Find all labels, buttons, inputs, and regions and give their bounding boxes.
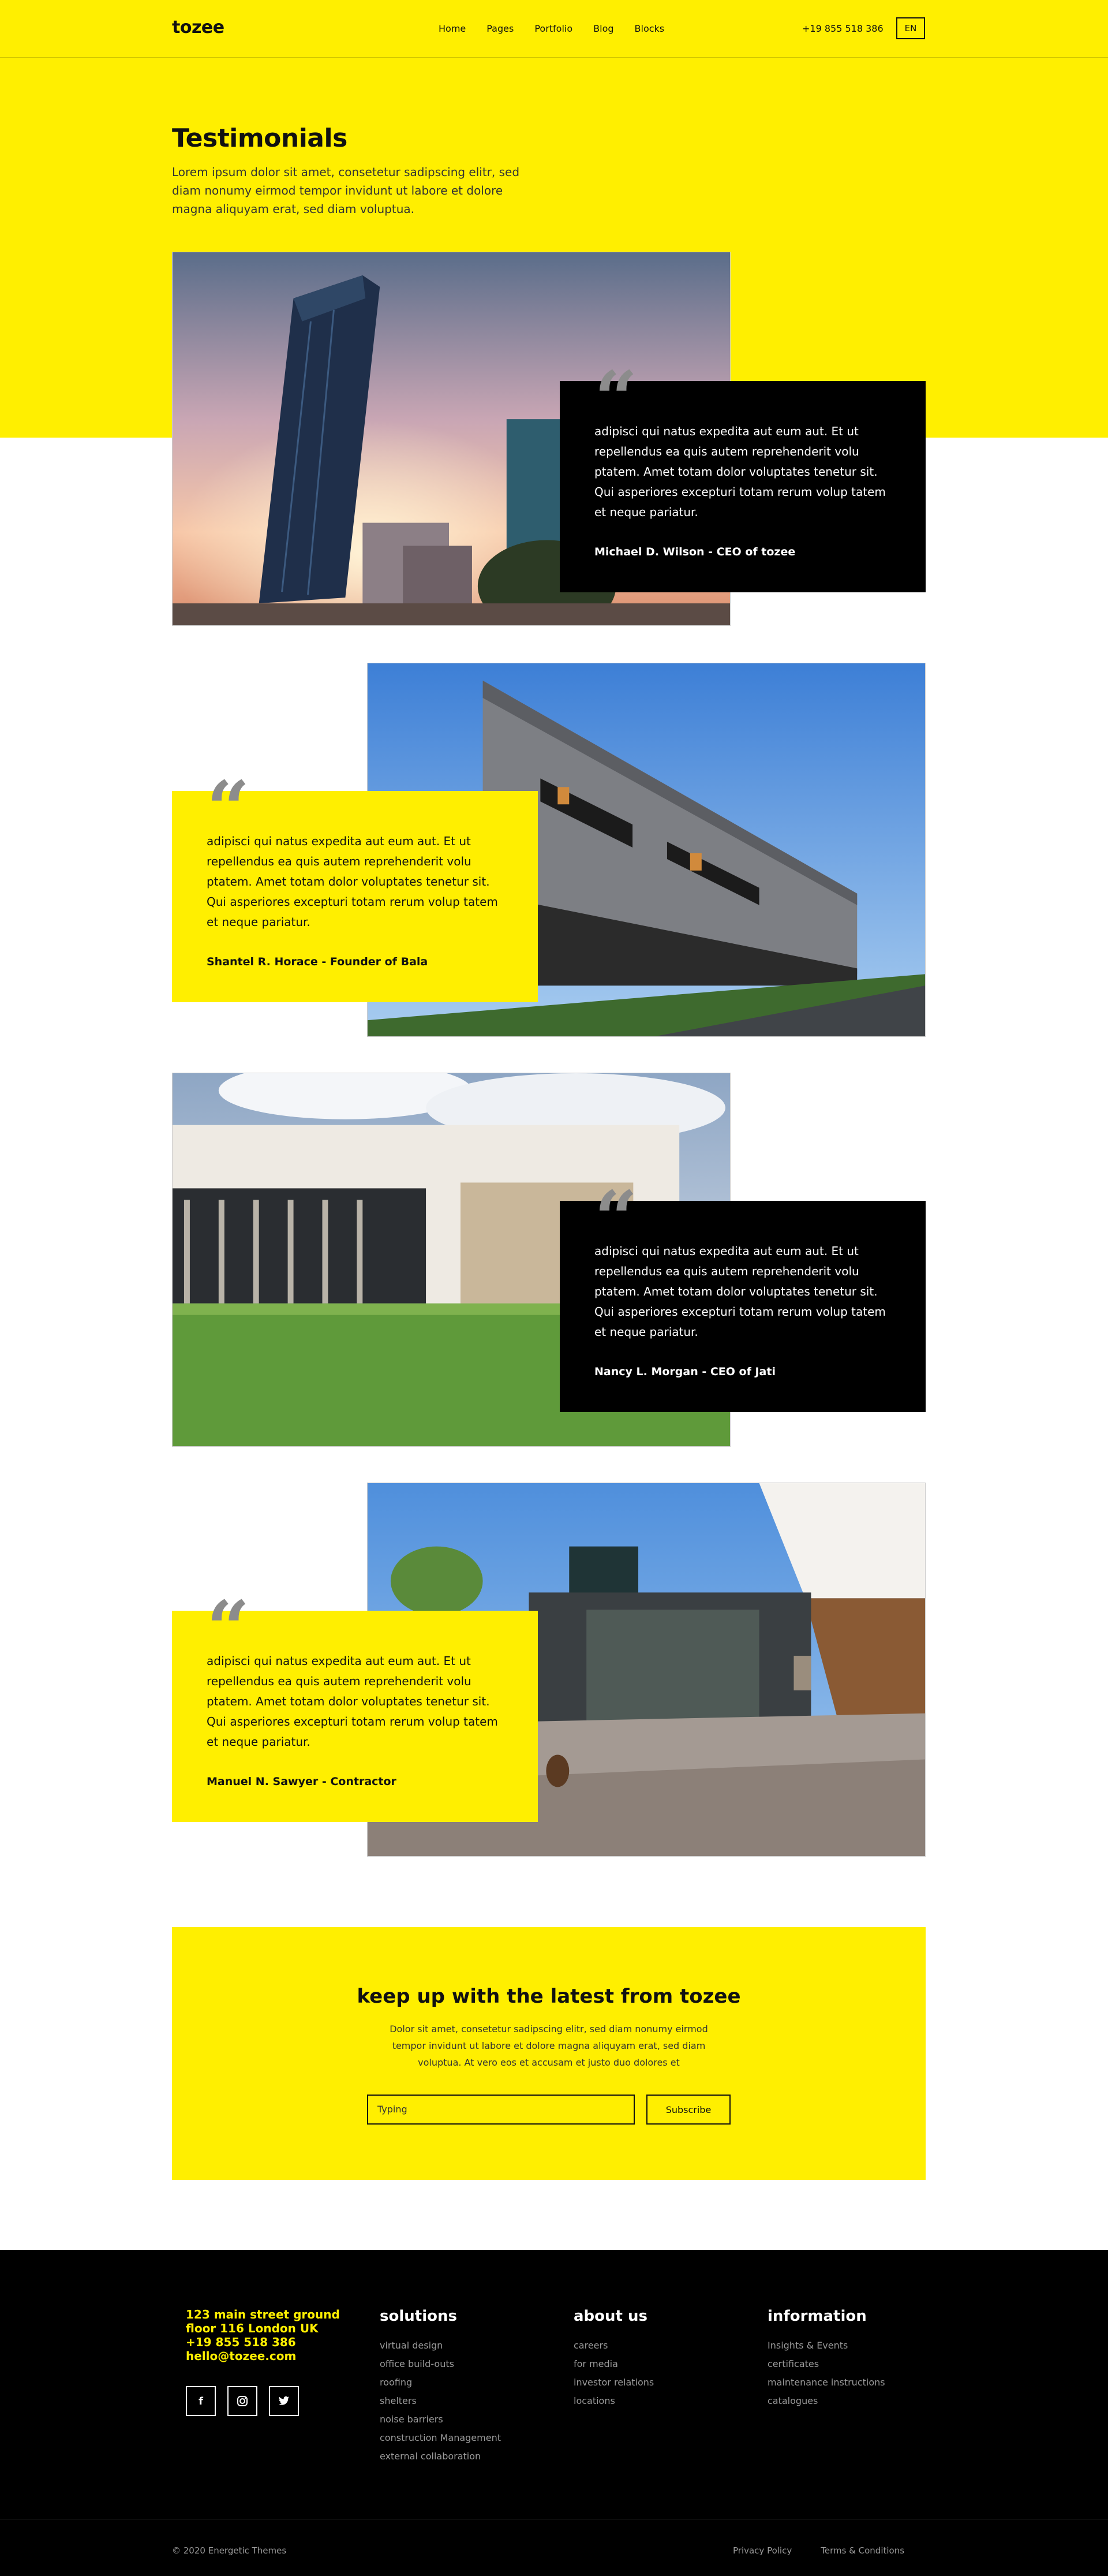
page-title: Testimonials — [172, 124, 347, 153]
copyright: © 2020 Energetic Themes — [172, 2545, 287, 2556]
footer-link[interactable]: for media — [574, 2358, 618, 2369]
footer-link[interactable]: investor relations — [574, 2377, 654, 2388]
testimonial-card-1 — [560, 361, 926, 592]
footer-phone[interactable]: +19 855 518 386 — [186, 2335, 296, 2349]
footer-link[interactable]: Insights & Events — [768, 2340, 848, 2351]
footer-column-title: information — [768, 2308, 867, 2325]
quote-icon: “ — [594, 361, 638, 413]
footer-column-title: solutions — [380, 2308, 457, 2325]
twitter-icon[interactable] — [269, 2386, 299, 2416]
header-phone[interactable]: +19 855 518 386 — [802, 23, 884, 34]
social-links — [186, 2386, 299, 2416]
footer-column-solutions — [380, 2308, 501, 2466]
footer-column-about-us — [574, 2308, 654, 2410]
menu-item-blocks[interactable]: Blocks — [634, 23, 665, 34]
testimonial-author: Shantel R. Horace - Founder of Bala — [207, 955, 428, 968]
address-line: floor 116 London UK — [186, 2321, 319, 2335]
footer-address — [186, 2308, 340, 2363]
footer-link[interactable]: catalogues — [768, 2395, 818, 2406]
language-switcher[interactable]: EN — [896, 17, 925, 39]
testimonial-card-4 — [172, 1591, 538, 1822]
address-line: 123 main street ground — [186, 2308, 340, 2321]
footer-link[interactable]: certificates — [768, 2358, 819, 2369]
footer-email[interactable]: hello@tozee.com — [186, 2349, 297, 2363]
testimonial-author: Manuel N. Sawyer - Contractor — [207, 1775, 396, 1788]
testimonial-text: adipisci qui natus expedita aut eum aut. Et ut repellendus ea quis autem reprehenderit volu ptatem. Amet totam dolor voluptates tenetur sit. Qui asperiores excepturi totam rerum volup tatem et neque pariatur. — [207, 834, 498, 929]
footer-column-title: about us — [574, 2308, 647, 2325]
footer-link[interactable]: locations — [574, 2395, 615, 2406]
footer-link[interactable]: roofing — [380, 2377, 413, 2388]
footer-link[interactable]: external collaboration — [380, 2451, 481, 2462]
footer-link[interactable]: office build-outs — [380, 2358, 454, 2369]
privacy-policy-link[interactable]: Privacy Policy — [733, 2545, 792, 2556]
quote-icon: “ — [207, 1591, 250, 1643]
instagram-icon[interactable] — [227, 2386, 257, 2416]
menu-item-pages[interactable]: Pages — [486, 23, 514, 34]
footer-link[interactable]: virtual design — [380, 2340, 443, 2351]
testimonial-text: adipisci qui natus expedita aut eum aut. Et ut repellendus ea quis autem reprehenderit volu ptatem. Amet totam dolor voluptates tenetur sit. Qui asperiores excepturi totam rerum volup tatem et neque pariatur. — [207, 1654, 498, 1749]
newsletter-section — [172, 1927, 926, 2180]
newsletter-text: Dolor sit amet, consetetur sadipscing elitr, sed diam nonumy eirmod tempor invidunt ut labore et dolore magna aliquyam erat, sed diam voluptua. At vero eos et accusam et justo duo dolores et — [390, 2024, 708, 2068]
footer-link[interactable]: careers — [574, 2340, 608, 2351]
menu-item-portfolio[interactable]: Portfolio — [534, 23, 573, 34]
logo[interactable]: tozee — [172, 17, 224, 38]
testimonial-author: Nancy L. Morgan - CEO of Jati — [594, 1365, 776, 1378]
terms-link[interactable]: Terms & Conditions — [821, 2545, 905, 2556]
testimonial-text: adipisci qui natus expedita aut eum aut. Et ut repellendus ea quis autem reprehenderit volu ptatem. Amet totam dolor voluptates tenetur sit. Qui asperiores excepturi totam rerum volup tatem et neque pariatur. — [594, 424, 886, 519]
footer-link[interactable]: noise barriers — [380, 2414, 443, 2425]
newsletter-title: keep up with the latest from tozee — [357, 1985, 741, 2008]
menu-item-home[interactable]: Home — [439, 23, 466, 34]
newsletter-email-input[interactable]: Typing — [367, 2095, 635, 2125]
quote-icon: “ — [207, 771, 250, 823]
testimonial-author: Michael D. Wilson - CEO of tozee — [594, 546, 796, 558]
testimonial-card-2 — [172, 771, 538, 1002]
footer-column-information — [768, 2308, 885, 2410]
testimonial-card-3 — [560, 1181, 926, 1412]
menu-item-blog[interactable]: Blog — [593, 23, 614, 34]
footer-link[interactable]: shelters — [380, 2395, 417, 2406]
facebook-icon[interactable]: f — [186, 2386, 216, 2416]
main-menu — [439, 23, 685, 34]
footer — [0, 2250, 1108, 2576]
legal-links — [733, 2545, 904, 2556]
quote-icon: “ — [594, 1181, 638, 1233]
intro-text: Lorem ipsum dolor sit amet, consetetur sadipscing elitr, sed diam nonumy eirmod tempor invidunt ut labore et dolore magna aliquyam erat, sed diam voluptua. — [172, 165, 520, 216]
top-navigation — [0, 0, 1108, 58]
footer-link[interactable]: maintenance instructions — [768, 2377, 885, 2388]
subscribe-button[interactable]: Subscribe — [646, 2095, 731, 2125]
testimonial-text: adipisci qui natus expedita aut eum aut. Et ut repellendus ea quis autem reprehenderit volu ptatem. Amet totam dolor voluptates tenetur sit. Qui asperiores excepturi totam rerum volup tatem et neque pariatur. — [594, 1244, 886, 1339]
footer-link[interactable]: construction Management — [380, 2432, 501, 2443]
